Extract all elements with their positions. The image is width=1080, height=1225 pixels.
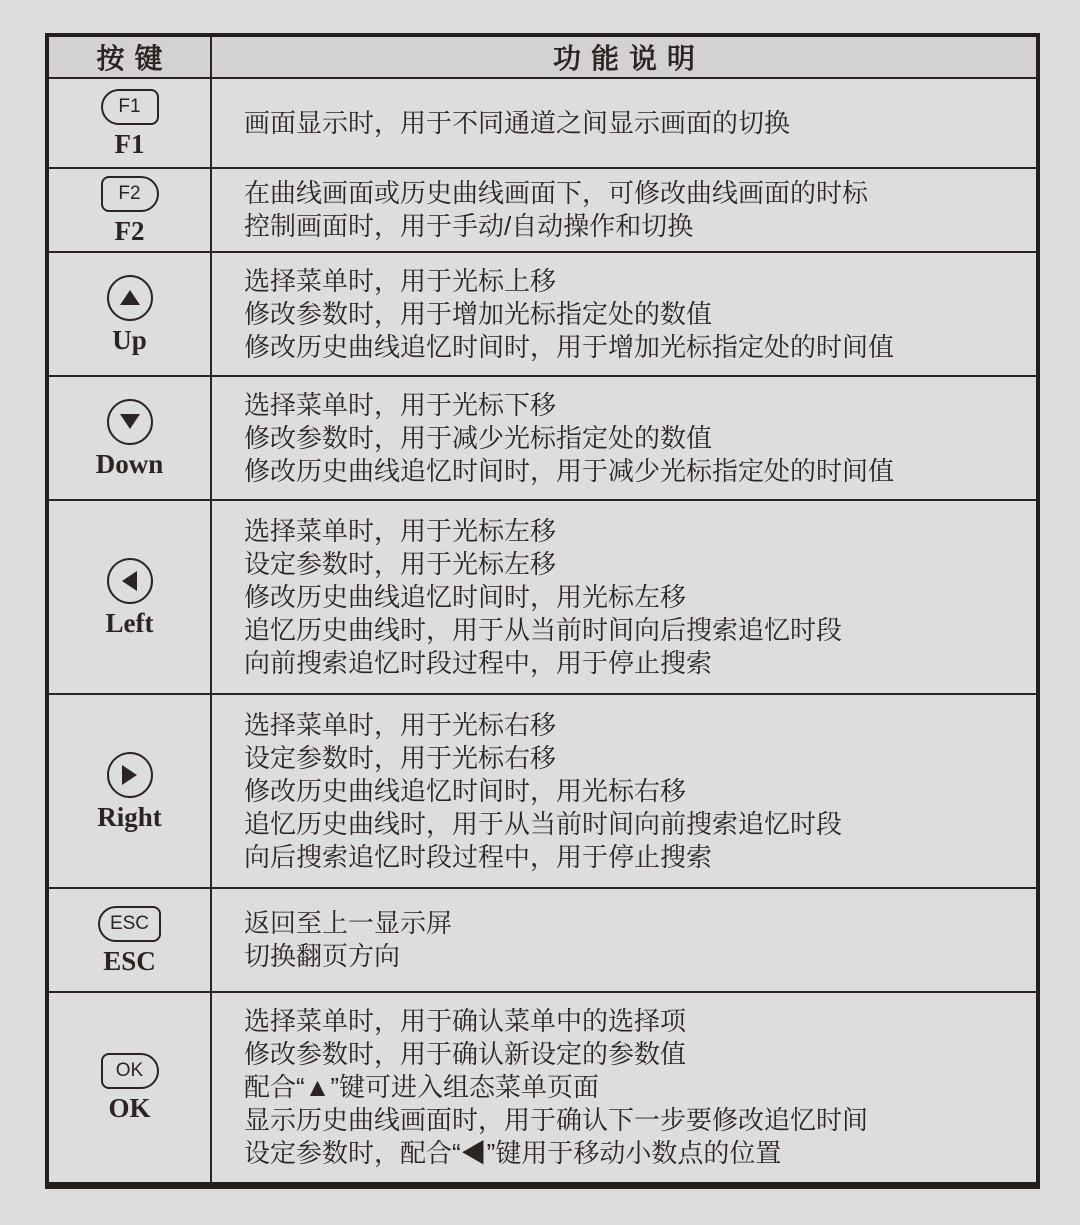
left-key-icon (107, 558, 153, 604)
description-line: 修改历史曲线追忆时间时，用光标左移 (244, 581, 687, 612)
description-line: 设定参数时，用于光标右移 (244, 742, 557, 773)
table-row-down (49, 377, 1036, 501)
f1-key-label: F1 (114, 128, 145, 159)
left-description (212, 501, 1036, 693)
description-line: 配合“▲”键可进入组态菜单页面 (244, 1072, 600, 1102)
ok-key-icon-text: OK (115, 1060, 144, 1081)
triangle-left-icon (122, 571, 137, 591)
description-line: 修改参数时，用于增加光标指定处的数值 (244, 298, 713, 329)
right-key-label: Right (97, 801, 162, 832)
table-row-f2 (49, 169, 1036, 253)
up-description (212, 253, 1036, 375)
triangle-up-icon (120, 290, 140, 305)
left-key-label: Left (105, 607, 154, 638)
description-line: 修改历史曲线追忆时间时，用于增加光标指定处的时间值 (244, 331, 895, 362)
description-line: 画面显示时，用于不同通道之间显示画面的切换 (244, 107, 791, 138)
f2-key-icon (101, 176, 159, 212)
ok-description (212, 993, 1036, 1182)
description-line: 向前搜索追忆时段过程中，用于停止搜索 (244, 647, 713, 678)
ok-key-icon (101, 1053, 159, 1089)
table-row-ok (49, 993, 1036, 1182)
table-row-esc (49, 889, 1036, 993)
f2-key-cell (49, 169, 212, 251)
description-line: 追忆历史曲线时，用于从当前时间向前搜索追忆时段 (244, 808, 843, 839)
down-key-cell (49, 377, 212, 499)
esc-description (212, 889, 1036, 991)
table-row-up (49, 253, 1036, 377)
table-header-row (49, 37, 1036, 79)
right-key-cell (49, 695, 212, 887)
esc-key-icon-text: ESC (109, 912, 150, 934)
triangle-right-icon (122, 765, 137, 785)
down-description (212, 377, 1036, 499)
f2-description (212, 169, 1036, 251)
right-key-icon (107, 752, 153, 798)
table-row-f1 (49, 79, 1036, 169)
esc-key-icon (98, 906, 161, 942)
column-header-function: 功能说明 (212, 37, 1036, 77)
ok-key-label: OK (108, 1093, 151, 1123)
description-line: 追忆历史曲线时，用于从当前时间向后搜索追忆时段 (244, 614, 843, 645)
description-line: 修改参数时，用于减少光标指定处的数值 (244, 422, 713, 453)
esc-key-label: ESC (103, 945, 156, 976)
description-line: 修改参数时，用于确认新设定的参数值 (244, 1039, 687, 1069)
description-line: 选择菜单时，用于光标下移 (244, 389, 557, 420)
description-line: 控制画面时，用于手动/自动操作和切换 (244, 211, 694, 241)
ok-key-cell (49, 993, 212, 1182)
table-row-left (49, 501, 1036, 695)
description-line: 设定参数时，用于光标左移 (244, 548, 557, 579)
table-row-right (49, 695, 1036, 889)
f1-key-cell (49, 79, 212, 167)
up-key-cell (49, 253, 212, 375)
f2-key-icon-text: F2 (118, 182, 141, 204)
down-key-label: Down (95, 448, 164, 479)
description-line: 选择菜单时，用于确认菜单中的选择项 (244, 1006, 687, 1036)
f1-description (212, 79, 1036, 167)
description-line: 切换翻页方向 (244, 941, 401, 971)
up-key-icon (107, 275, 153, 321)
left-key-cell (49, 501, 212, 693)
description-line: 显示历史曲线画面时，用于确认下一步要修改追忆时间 (244, 1105, 869, 1135)
key-function-table (45, 33, 1040, 1189)
f2-key-label: F2 (114, 215, 145, 246)
down-key-icon (107, 399, 153, 445)
description-line: 修改历史曲线追忆时间时，用光标右移 (244, 775, 687, 806)
f1-key-icon-text: F1 (118, 95, 141, 117)
column-header-key: 按键 (49, 37, 212, 77)
description-line: 选择菜单时，用于光标上移 (244, 265, 557, 296)
description-line: 设定参数时，配合“◀”键用于移动小数点的位置 (244, 1138, 782, 1168)
f1-key-icon (101, 89, 159, 125)
right-description (212, 695, 1036, 887)
esc-key-cell (49, 889, 212, 991)
description-line: 在曲线画面或历史曲线画面下，可修改曲线画面的时标 (244, 178, 869, 208)
description-line: 向后搜索追忆时段过程中，用于停止搜索 (244, 841, 713, 872)
up-key-label: Up (112, 324, 147, 355)
triangle-down-icon (120, 414, 140, 429)
description-line: 选择菜单时，用于光标右移 (244, 709, 557, 740)
description-line: 选择菜单时，用于光标左移 (244, 515, 557, 546)
description-line: 修改历史曲线追忆时间时，用于减少光标指定处的时间值 (244, 455, 895, 486)
description-line: 返回至上一显示屏 (244, 908, 453, 938)
